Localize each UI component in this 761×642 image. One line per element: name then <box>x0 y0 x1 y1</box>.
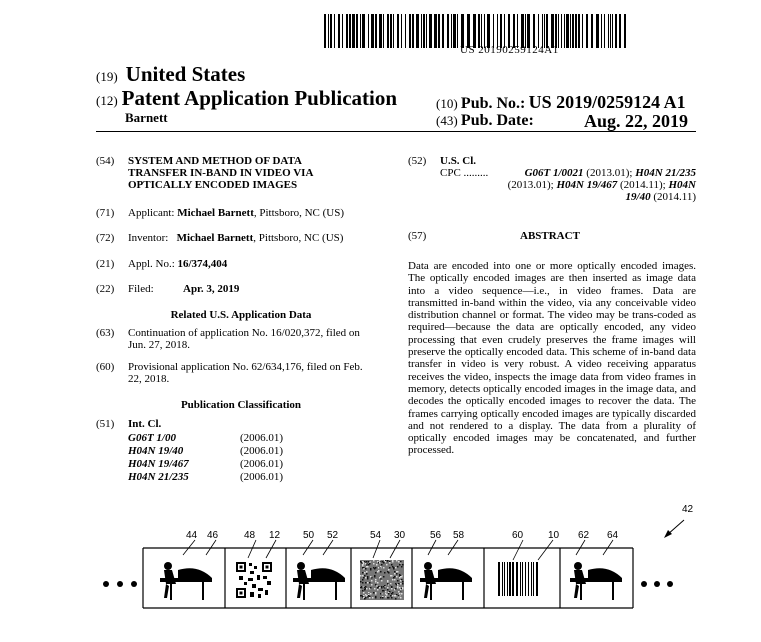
ref-label: 60 <box>512 530 524 541</box>
ref-label: 64 <box>607 530 619 541</box>
cpc-code: 19/40 <box>625 191 651 203</box>
abstract-heading: ABSTRACT <box>520 230 580 242</box>
intcl-code-value: H04N 19/40 <box>128 445 184 457</box>
pub-no-code: (10) <box>436 96 458 111</box>
ref-label: 62 <box>578 530 590 541</box>
cpc-code: H04N 19/467 <box>556 179 618 191</box>
patent-figure <box>98 500 761 642</box>
pianist-frame <box>160 562 212 600</box>
applicant-loc: , Pittsboro, NC (US) <box>253 207 345 219</box>
intcl-row <box>128 471 283 483</box>
appl-code: (21) <box>96 258 115 270</box>
ref-42-label: 42 <box>682 504 694 515</box>
country-code: (19) <box>96 69 118 84</box>
inventor-line <box>128 232 343 245</box>
prov-code: (60) <box>96 361 115 373</box>
title-code: (54) <box>96 155 115 167</box>
appl-line <box>128 258 227 271</box>
appl-no: 16/374,404 <box>177 258 228 270</box>
qr-code <box>236 562 272 598</box>
applicant-label: Applicant: <box>128 207 175 219</box>
inventor-code: (72) <box>96 232 115 244</box>
cpc-line-2 <box>440 179 696 192</box>
cpc-year: (2013.01); <box>586 167 633 179</box>
cpc-year: (2014.11) <box>653 191 696 203</box>
title-line-3: OPTICALLY ENCODED IMAGES <box>128 179 298 191</box>
title-line-2: TRANSFER IN-BAND IN VIDEO VIA <box>128 167 314 179</box>
abstract-code: (57) <box>408 230 427 242</box>
appl-label: Appl. No.: <box>128 258 175 270</box>
applicant-name: Michael Barnett <box>177 207 254 219</box>
intcl-year: (2006.01) <box>240 432 284 444</box>
cpc-label: CPC ......... <box>440 167 489 179</box>
cont-line-2: Jun. 27, 2018. <box>128 339 191 351</box>
ref-label: 48 <box>244 530 256 541</box>
intcl-code-value: G06T 1/00 <box>128 432 176 444</box>
ref-label: 54 <box>370 530 382 541</box>
pub-number-line <box>436 92 686 113</box>
cpc-line-1 <box>440 167 696 180</box>
cont-code: (63) <box>96 327 115 339</box>
ref-label: 56 <box>430 530 442 541</box>
cpc-code: G06T 1/0021 <box>524 167 584 179</box>
pub-no: US 2019/0259124 A1 <box>528 92 686 112</box>
patent-barcode <box>324 14 628 48</box>
applicant-code: (71) <box>96 207 115 219</box>
filed-label: Filed: <box>128 283 154 295</box>
filed-date: Apr. 3, 2019 <box>183 283 240 295</box>
pub-date-line <box>436 111 689 131</box>
ref-label: 58 <box>453 530 465 541</box>
filed-code: (22) <box>96 283 115 295</box>
pub-date: Aug. 22, 2019 <box>584 111 689 131</box>
country-line <box>96 62 245 87</box>
cpc-line-3 <box>440 191 696 204</box>
ref-label: 52 <box>327 530 339 541</box>
pub-date-code: (43) <box>436 113 458 128</box>
doc-code: (12) <box>96 93 118 108</box>
country: United States <box>125 62 246 86</box>
prov-line-2: 22, 2018. <box>128 373 170 385</box>
intcl-label: Int. Cl. <box>128 418 162 430</box>
doc-type-line <box>96 86 397 111</box>
intcl-row <box>128 458 283 470</box>
applicant-line <box>128 207 344 220</box>
intcl-row <box>128 445 283 457</box>
intcl-code: (51) <box>96 418 115 430</box>
inventor-name: Michael Barnett <box>176 232 254 244</box>
uscl-code: (52) <box>408 155 427 167</box>
doc-type: Patent Application Publication <box>121 86 398 110</box>
related-heading: Related U.S. Application Data <box>170 309 312 321</box>
uscl-label: U.S. Cl. <box>440 155 477 167</box>
inventor-label: Inventor: <box>128 232 169 244</box>
abstract-text: Data are encoded into one or more optically encoded images. The optically encoded images are then inserted as image data into a video sequence—i.e., in video frames. Data are transmitted in-band within the video, via any conceivable video distribution channel or format. The video may be trans-coded as required—because the data are optically encoded, any video processing that even crudely preserves the frame images will preserve the optically encoded data. This scheme of in-band data transfer in video is very robust. A video receiving apparatus receives the video, inspects the image data from video frames in memory, detects optically encoded images in the image data, and decodes the optically encoded images to recover the data. The frames carrying optically encoded images are typically discarded and not rendered to a display. The data from a plurality of optically encoded images may be concatenated, and further processed. <box>408 260 696 457</box>
title-line-1: SYSTEM AND METHOD OF DATA <box>128 155 302 167</box>
intcl-code-value: H04N 19/467 <box>128 458 189 470</box>
intcl-year: (2006.01) <box>240 445 284 457</box>
prov-line-1: Provisional application No. 62/634,176, filed on Feb. <box>128 361 363 373</box>
ref-label: 30 <box>394 530 406 541</box>
pub-date-label: Pub. Date: <box>460 112 534 129</box>
pubclass-heading: Publication Classification <box>180 399 302 411</box>
cpc-code: H04N <box>668 179 696 191</box>
intcl-code-value: H04N 21/235 <box>128 471 189 483</box>
barcode-number: US 20190259124A1 <box>460 44 559 56</box>
ref-label: 12 <box>269 530 281 541</box>
cpc-year: (2013.01); <box>507 179 554 191</box>
cpc-year: (2014.11); <box>620 179 666 191</box>
ref-label: 44 <box>186 530 198 541</box>
ref-label: 46 <box>207 530 219 541</box>
encoded-barcode-image <box>498 562 538 596</box>
header-divider <box>96 131 696 132</box>
cont-line-1: Continuation of application No. 16/020,372, filed on <box>128 327 360 339</box>
cpc-code: H04N 21/235 <box>635 167 696 179</box>
intcl-row <box>128 432 283 444</box>
pub-no-label: Pub. No.: <box>460 95 526 112</box>
intcl-year: (2006.01) <box>240 471 284 483</box>
ref-label: 50 <box>303 530 315 541</box>
inventor-short: Barnett <box>125 110 168 125</box>
inventor-loc: , Pittsboro, NC (US) <box>253 232 344 244</box>
intcl-year: (2006.01) <box>240 458 284 470</box>
ref-label: 10 <box>548 530 560 541</box>
encoded-noise-image <box>360 560 404 600</box>
